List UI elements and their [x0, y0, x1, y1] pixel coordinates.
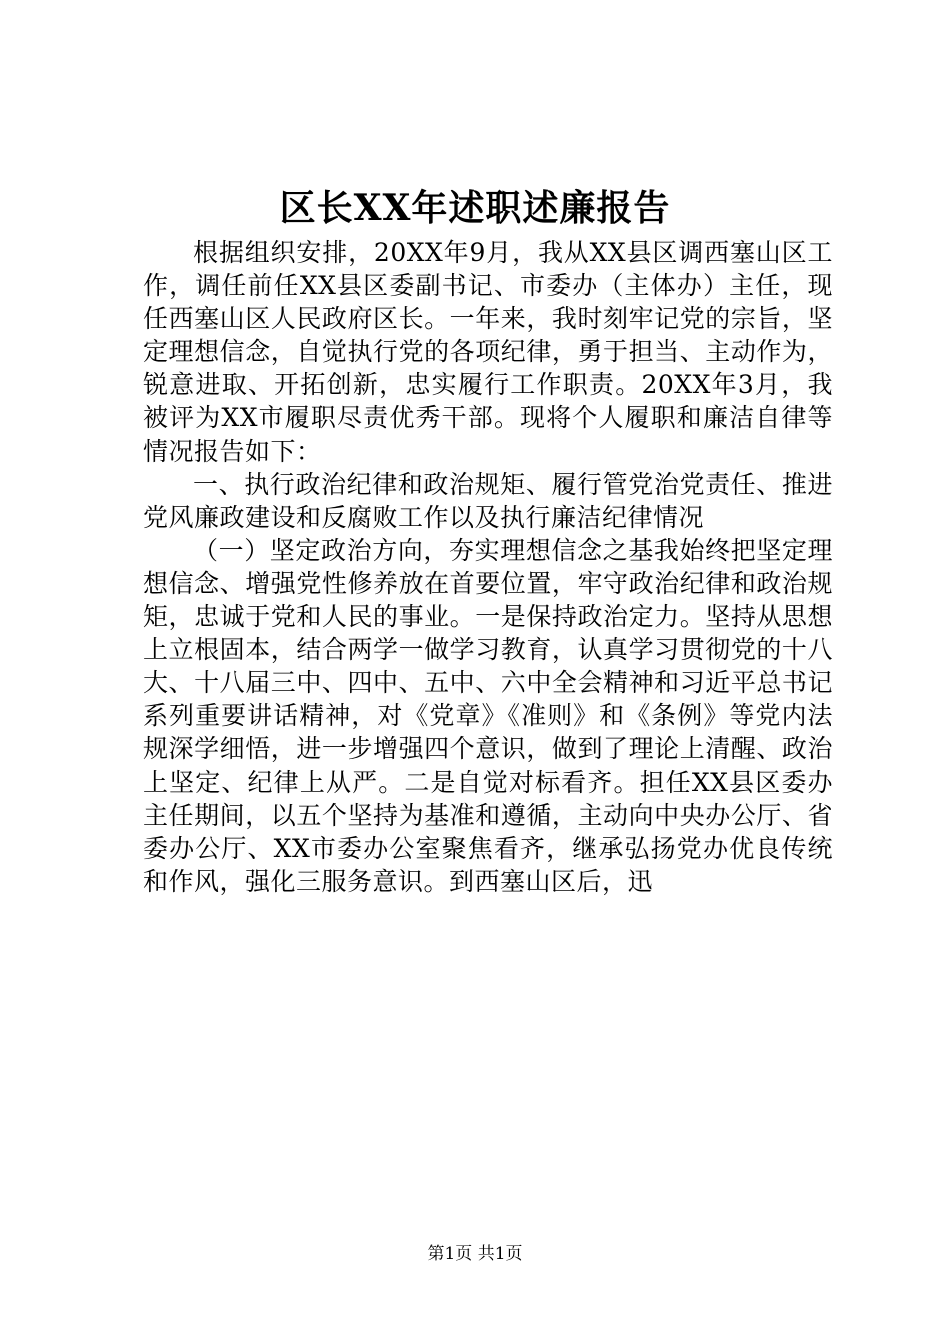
- page-footer: 第1页 共1页: [427, 1244, 523, 1264]
- paragraph-intro: 根据组织安排，20XX年9月，我从XX县区调西塞山区工作，调任前任XX县区委副书记、市委办（主体办）主任，现任西塞山区人民政府区长。一年来，我时刻牢记党的宗旨，坚定理想信念，自觉执行党的各项纪律，勇于担当、主动作为，锐意进取、开拓创新，忠实履行工作职责。20XX年3月，我被评为XX市履职尽责优秀干部。现将个人履职和廉洁自律等情况报告如下：: [143, 238, 833, 466]
- paragraph-subsection-one: （一）坚定政治方向，夯实理想信念之基我始终把坚定理想信念、增强党性修养放在首要位置，牢守政治纪律和政治规矩，忠诚于党和人民的事业。一是保持政治定力。坚持从思想上立根固本，结合两学一做学习教育，认真学习贯彻党的十八大、十八届三中、四中、五中、六中全会精神和习近平总书记系列重要讲话精神，对《党章》《准则》和《条例》等党内法规深学细悟，进一步增强四个意识，做到了理论上清醒、政治上坚定、纪律上从严。二是自觉对标看齐。担任XX县区委办主任期间，以五个坚持为基准和遵循，主动向中央办公厅、省委办公厅、XX市委办公室聚焦看齐，继承弘扬党办优良传统和作风，强化三服务意识。到西塞山区后，迅: [143, 535, 833, 896]
- paragraph-section-heading: 一、执行政治纪律和政治规矩、履行管党治党责任、推进党风廉政建设和反腐败工作以及执行廉洁纪律情况: [143, 469, 833, 532]
- document-title: 区长XX年述职述廉报告: [279, 187, 671, 229]
- document-body: [143, 236, 833, 898]
